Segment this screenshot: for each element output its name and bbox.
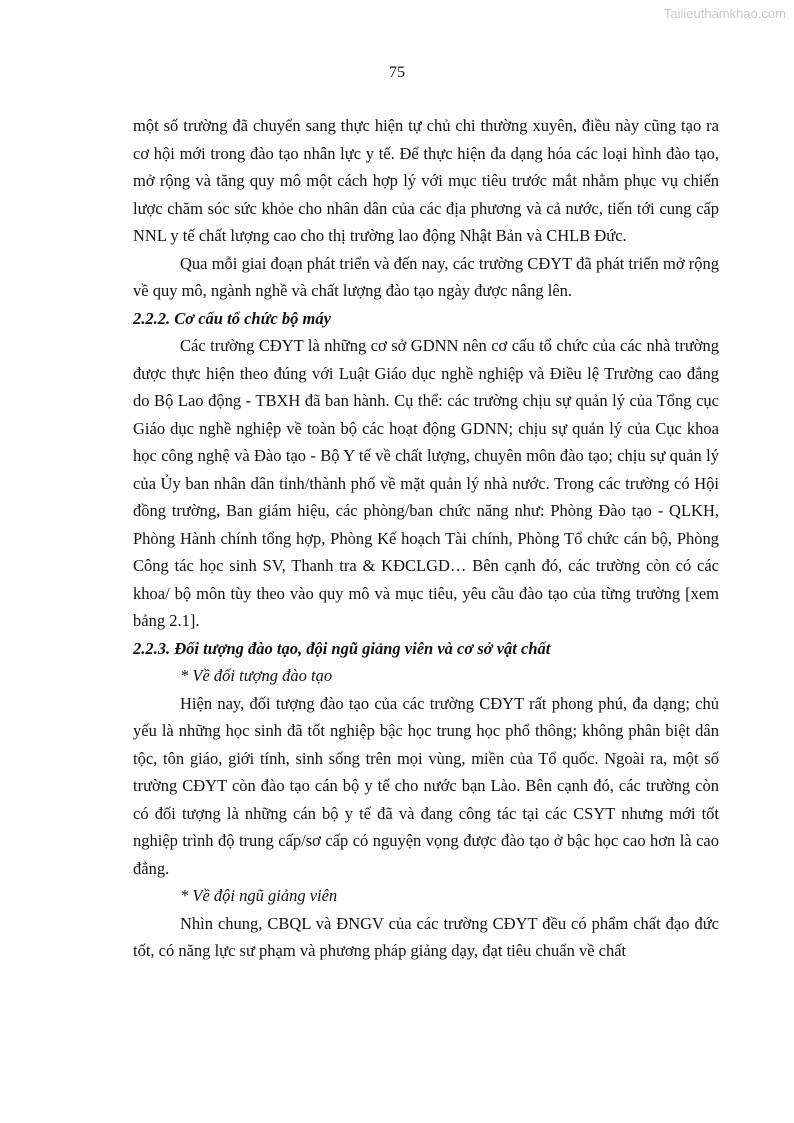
document-body [133,112,719,965]
watermark: Tailieuthamkhao.com [663,6,786,21]
paragraph: Các trường CĐYT là những cơ sở GDNN nên cơ cấu tổ chức của các nhà trường được thực hiện theo đúng với Luật Giáo dục nghề nghiệp và Điều lệ Trường cao đẳng do Bộ Lao động - TBXH đã ban hành. Cụ thể: các trường chịu sự quản lý của Tổng cục Giáo dục nghề nghiệp về toàn bộ các hoạt động GDNN; chịu sự quản lý của Cục khoa học công nghệ và Đào tạo - Bộ Y tế về chất lượng, chuyên môn đào tạo; chịu sự quản lý của Ủy ban nhân dân tỉnh/thành phố về mặt quản lý nhà nước. Trong các trường có Hội đồng trường, Ban giám hiệu, các phòng/ban chức năng như: Phòng Đào tạo - QLKH, Phòng Hành chính tổng hợp, Phòng Kế hoạch Tài chính, Phòng Tổ chức cán bộ, Phòng Công tác học sinh SV, Thanh tra & KĐCLGD… Bên cạnh đó, các trường còn có các khoa/ bộ môn tùy theo vào quy mô và mục tiêu, yêu cầu đào tạo của từng trường [xem bảng 2.1]. [133,336,719,630]
paragraph: Hiện nay, đối tượng đào tạo của các trường CĐYT rất phong phú, đa dạng; chủ yếu là những học sinh đã tốt nghiệp bậc học trung học phổ thông; không phân biệt dân tộc, tôn giáo, giới tính, sinh sống trên mọi vùng, miền của Tổ quốc. Ngoài ra, một số trường CĐYT còn đào tạo cán bộ y tế cho nước bạn Lào. Bên cạnh đó, các trường còn có đối tượng là những cán bộ y tế đã và đang công tác tại các CSYT nhưng mới tốt nghiệp trình độ trung cấp/sơ cấp có nguyện vọng được đào tạo ở bậc học cao hơn là cao đẳng. [133,693,719,878]
page-number: 75 [389,64,405,81]
section-heading-2-2-2: 2.2.2. Cơ cấu tổ chức bộ máy [133,308,331,328]
paragraph: một số trường đã chuyển sang thực hiện tự chủ chi thường xuyên, điều này cũng tạo ra cơ hội mới trong đào tạo nhân lực y tế. Để thực hiện đa dạng hóa các loại hình đào tạo, mở rộng và tăng quy mô một cách hợp lý với mục tiêu trước mắt nhằm phục vụ chiến lược chăm sóc sức khỏe cho nhân dân của các địa phương và cả nước, tiến tới cung cấp NNL y tế chất lượng cao cho thị trường lao động Nhật Bản và CHLB Đức. [133,116,719,245]
paragraph: Qua mỗi giai đoạn phát triển và đến nay, các trường CĐYT đã phát triển mở rộng về quy mô, ngành nghề và chất lượng đào tạo ngày được nâng lên. [133,253,719,300]
subheading-lecturers: * Về đội ngũ giảng viên [180,886,338,905]
paragraph: Nhìn chung, CBQL và ĐNGV của các trường CĐYT đều có phẩm chất đạo đức tốt, có năng lực sư phạm và phương pháp giảng dạy, đạt tiêu chuẩn về chất [133,913,719,960]
section-heading-2-2-3: 2.2.3. Đối tượng đào tạo, đội ngũ giảng viên và cơ sở vật chất [133,638,551,658]
subheading-training-subjects: * Về đối tượng đào tạo [180,666,333,685]
